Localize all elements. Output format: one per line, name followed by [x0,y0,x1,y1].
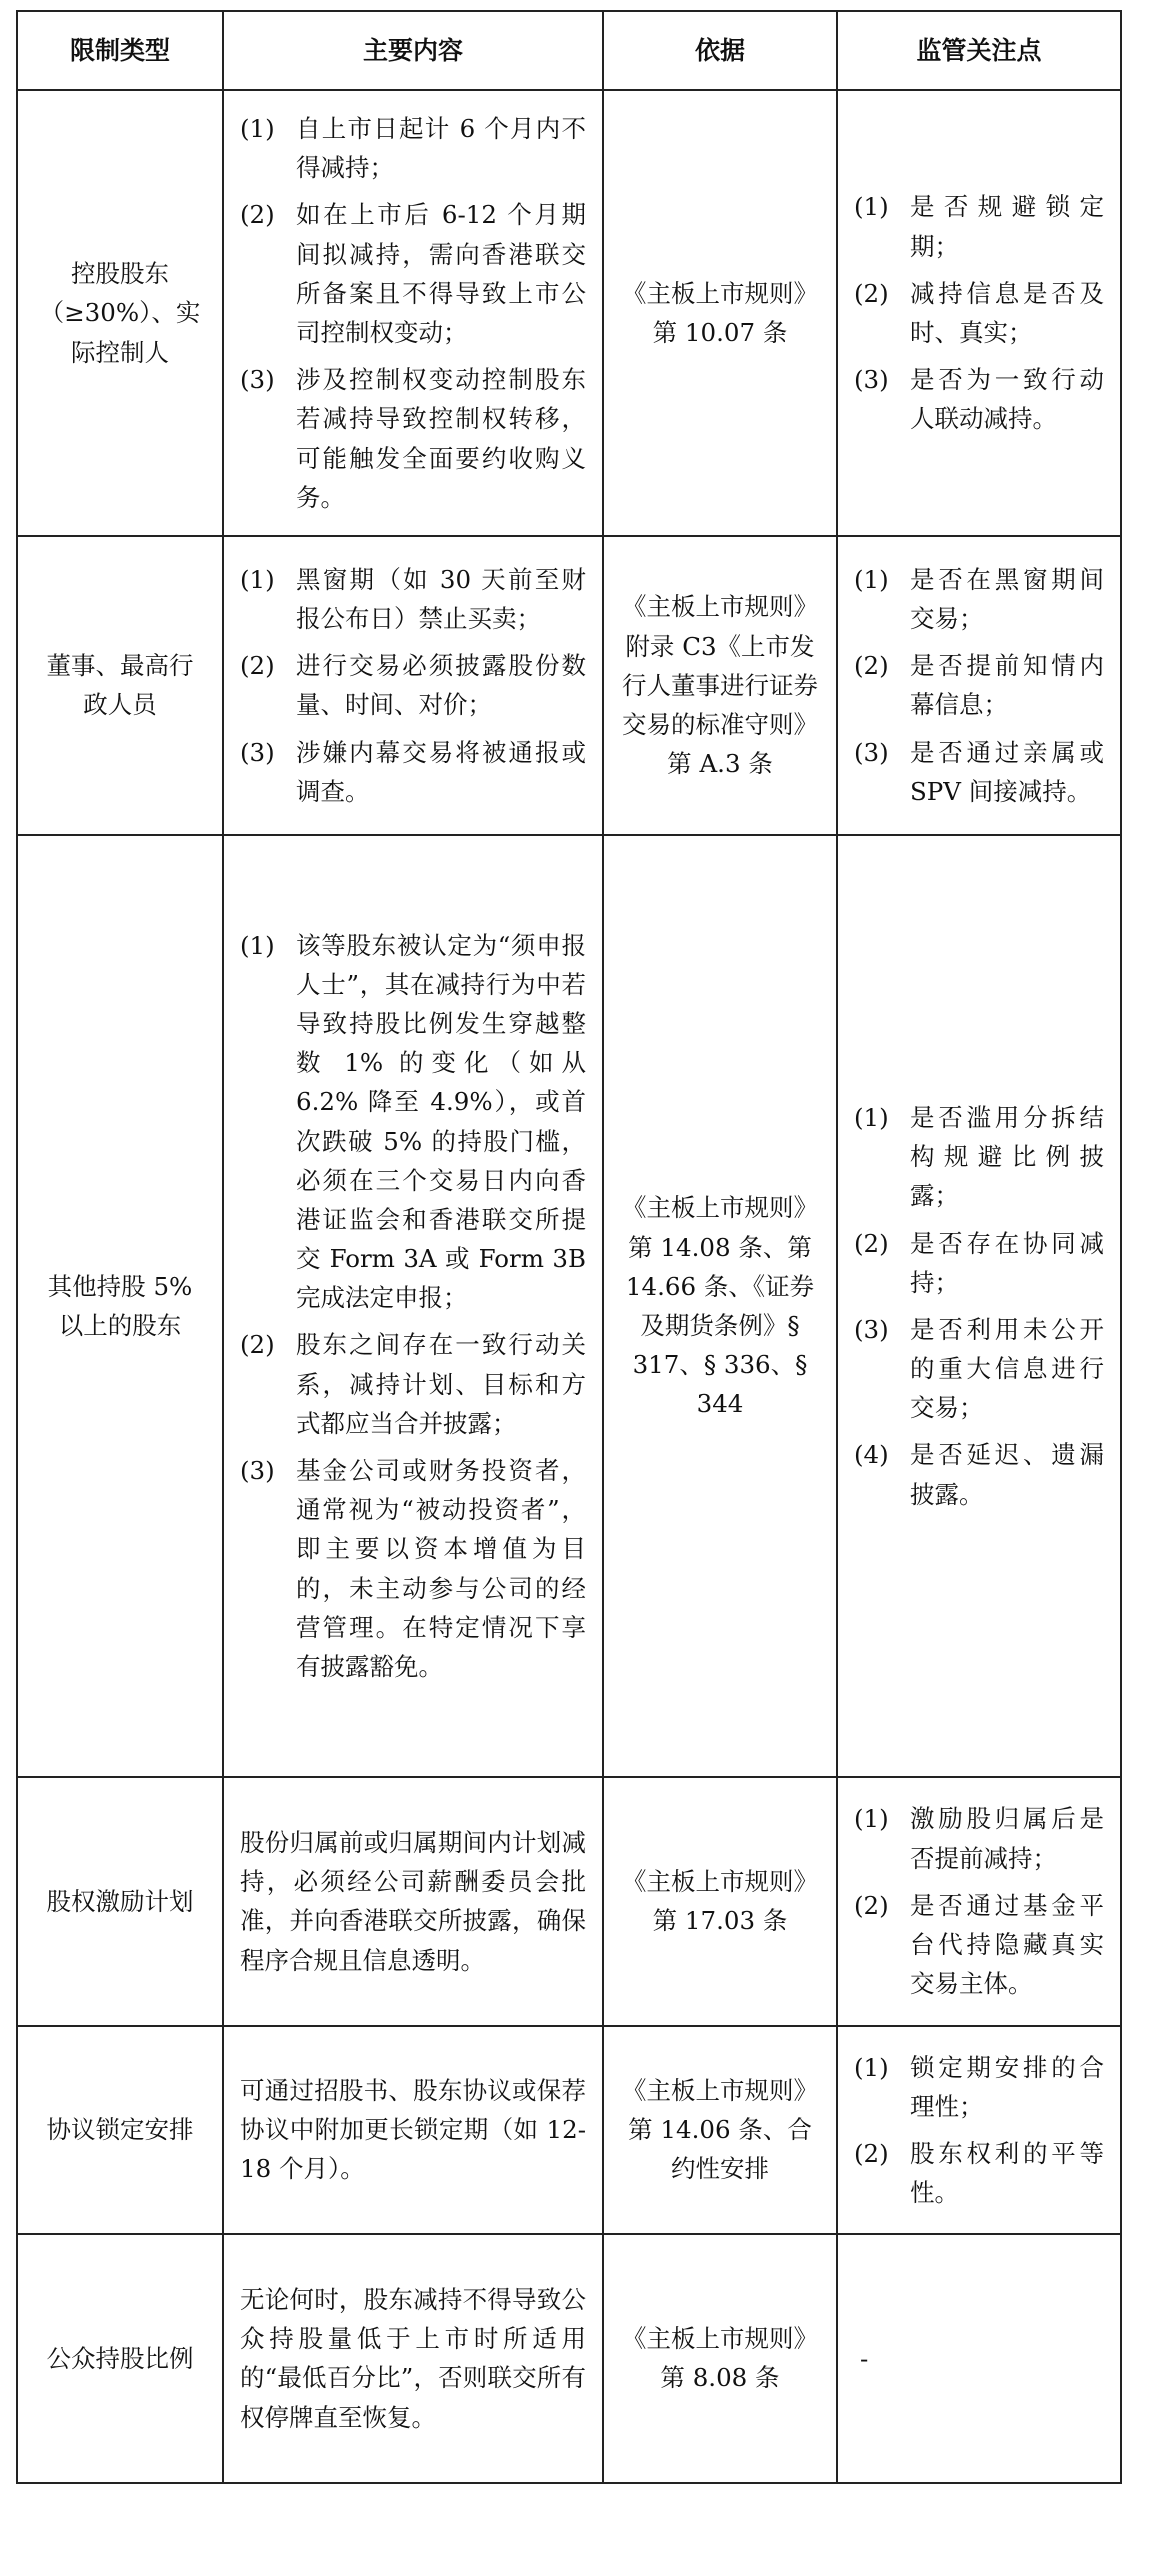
item-text: 股东之间存在一致行动关系，减持计划、目标和方式都应当合并披露； [296,1330,586,1438]
item-number: (3) [240,737,275,767]
item-text: 进行交易必须披露股份数量、时间、对价； [296,651,586,720]
item-text: 是否利用未公开的重大信息进行交易； [910,1314,1104,1423]
item-number: (2) [854,1228,889,1258]
item-number: (2) [240,200,275,230]
restriction-type-cell: 公众持股比例 [17,2234,223,2483]
list-item [854,1098,1104,1216]
list-item [240,646,586,724]
item-number: (3) [240,1456,275,1486]
item-text: 是否在黑窗期间交易； [910,564,1104,633]
main-content-cell [223,90,603,536]
list-item [240,1325,586,1443]
focus-list [854,187,1104,438]
list-item [854,1799,1104,1877]
item-number: (2) [854,278,889,308]
list-item [854,560,1104,638]
list-item [854,2048,1104,2126]
item-text: 是否通过基金平台代持隐藏真实交易主体。 [910,1890,1104,1999]
list-item [854,733,1104,811]
focus-cell [837,2234,1121,2483]
item-number: (1) [240,114,275,143]
item-text: 自上市日起计 6 个月内不得减持； [296,114,586,183]
basis-cell: 《主板上市规则》第 8.08 条 [603,2234,837,2483]
main-content-cell [223,835,603,1777]
item-text: 涉嫌内幕交易将被通报或调查。 [296,737,586,806]
content-text: 可通过招股书、股东协议或保荐协议中附加更长锁定期（如 12-18 个月）。 [240,2076,586,2184]
focus-list [854,1098,1104,1514]
list-item [240,1451,586,1686]
item-text: 是否滥用分拆结构规避比例披露； [910,1102,1104,1211]
header-basis: 依据 [603,11,837,90]
table-row [17,1777,1121,2026]
item-number: (3) [854,365,889,395]
list-item [854,1224,1104,1302]
main-content-cell [223,2234,603,2483]
focus-list [854,2048,1104,2213]
list-item [854,187,1104,265]
list-item [854,646,1104,724]
item-number: (2) [854,2138,889,2168]
basis-cell: 《主板上市规则》第 14.08 条、第 14.66 条、《证券及期货条例》§ 317、§ 336、§ 344 [603,835,837,1777]
content-list [240,109,586,517]
item-number: (3) [854,1314,889,1344]
item-text: 该等股东被认定为“须申报人士”，其在减持行为中若导致持股比例发生穿越整数 1% 的变化（如从 6.2% 降至 4.9%），或首次跌破 5% 的持股门槛，必须在三个交易日内向香港证监会和香港联交所提交 Form 3A 或 Form 3B 完成法定申报； [296,930,586,1313]
item-text: 是否存在协同减持； [910,1228,1104,1297]
item-text: 如在上市后 6-12 个月期间拟减持，需向香港联交所备案且不得导致上市公司控制权变动； [296,200,586,347]
focus-cell [837,1777,1121,2026]
list-item [240,109,586,187]
item-number: (1) [854,1804,889,1834]
item-text: 涉及控制权变动控制股东若减持导致控制权转移，可能触发全面要约收购义务。 [296,365,586,512]
focus-cell [837,90,1121,536]
content-list [240,926,586,1687]
restriction-type-cell: 股权激励计划 [17,1777,223,2026]
list-item [854,1435,1104,1513]
regulation-table [16,10,1122,2484]
item-number: (1) [854,2052,889,2082]
item-number: (1) [240,930,275,960]
list-item [854,2134,1104,2212]
basis-cell: 《主板上市规则》附录 C3《上市发行人董事进行证券交易的标准守则》第 A.3 条 [603,536,837,835]
item-number: (3) [240,365,275,395]
list-item [240,360,586,517]
item-text: 黑窗期（如 30 天前至财报公布日）禁止买卖； [296,564,586,633]
header-row [17,11,1121,90]
list-item [854,1886,1104,2004]
basis-cell: 《主板上市规则》第 14.06 条、合约性安排 [603,2026,837,2234]
list-item [240,733,586,811]
restriction-type-cell: 控股股东（≥30%）、实际控制人 [17,90,223,536]
list-item [240,560,586,638]
item-number: (1) [240,564,275,594]
restriction-type-cell: 其他持股 5% 以上的股东 [17,835,223,1777]
item-number: (2) [240,651,275,681]
basis-cell: 《主板上市规则》第 17.03 条 [603,1777,837,2026]
item-number: (1) [854,1102,889,1132]
table-row [17,536,1121,835]
item-text: 股东权利的平等性。 [910,2138,1104,2208]
content-text: 无论何时，股东减持不得导致公众持股量低于上市时所适用的“最低百分比”，否则联交所有权停牌直至恢复。 [240,2285,586,2432]
list-item [240,195,586,352]
focus-cell [837,536,1121,835]
item-number: (2) [240,1330,275,1360]
table-row [17,835,1121,1777]
item-text: 是否提前知情内幕信息； [910,651,1104,720]
header-main-content: 主要内容 [223,11,603,90]
item-text: 是否延迟、遗漏披露。 [910,1440,1104,1509]
item-number: (1) [854,564,889,594]
header-restriction-type: 限制类型 [17,11,223,90]
item-number: (2) [854,651,889,681]
focus-cell [837,2026,1121,2234]
content-list [240,560,586,811]
content-text: 股份归属前或归属期间内计划减持，必须经公司薪酬委员会批准，并向香港联交所披露，确保程序合规且信息透明。 [240,1828,586,1975]
item-number: (3) [854,737,889,767]
list-item [854,360,1104,438]
table-row [17,2026,1121,2234]
restriction-type-cell: 协议锁定安排 [17,2026,223,2234]
table-row [17,2234,1121,2483]
item-text: 锁定期安排的合理性； [910,2052,1104,2121]
item-text: 减持信息是否及时、真实； [910,278,1104,347]
list-item [854,274,1104,352]
list-item [240,926,586,1318]
basis-cell: 《主板上市规则》第 10.07 条 [603,90,837,536]
item-number: (4) [854,1440,889,1470]
header-regulatory-focus: 监管关注点 [837,11,1121,90]
focus-list [854,560,1104,811]
item-text: 是否规避锁定期； [910,192,1104,261]
list-item [854,1310,1104,1428]
restriction-type-cell: 董事、最高行政人员 [17,536,223,835]
item-text: 基金公司或财务投资者，通常视为“被动投资者”，即主要以资本增值为目的，未主动参与公司的经营管理。在特定情况下享有披露豁免。 [296,1456,586,1681]
focus-text: - [860,2343,869,2373]
table-row [17,90,1121,536]
main-content-cell [223,1777,603,2026]
main-content-cell [223,2026,603,2234]
focus-list [854,1799,1104,2003]
focus-cell [837,835,1121,1777]
item-number: (2) [854,1890,889,1920]
item-number: (1) [854,192,889,222]
main-content-cell [223,536,603,835]
item-text: 激励股归属后是否提前减持； [910,1804,1104,1873]
item-text: 是否通过亲属或 SPV 间接减持。 [910,737,1104,806]
item-text: 是否为一致行动人联动减持。 [910,365,1104,434]
